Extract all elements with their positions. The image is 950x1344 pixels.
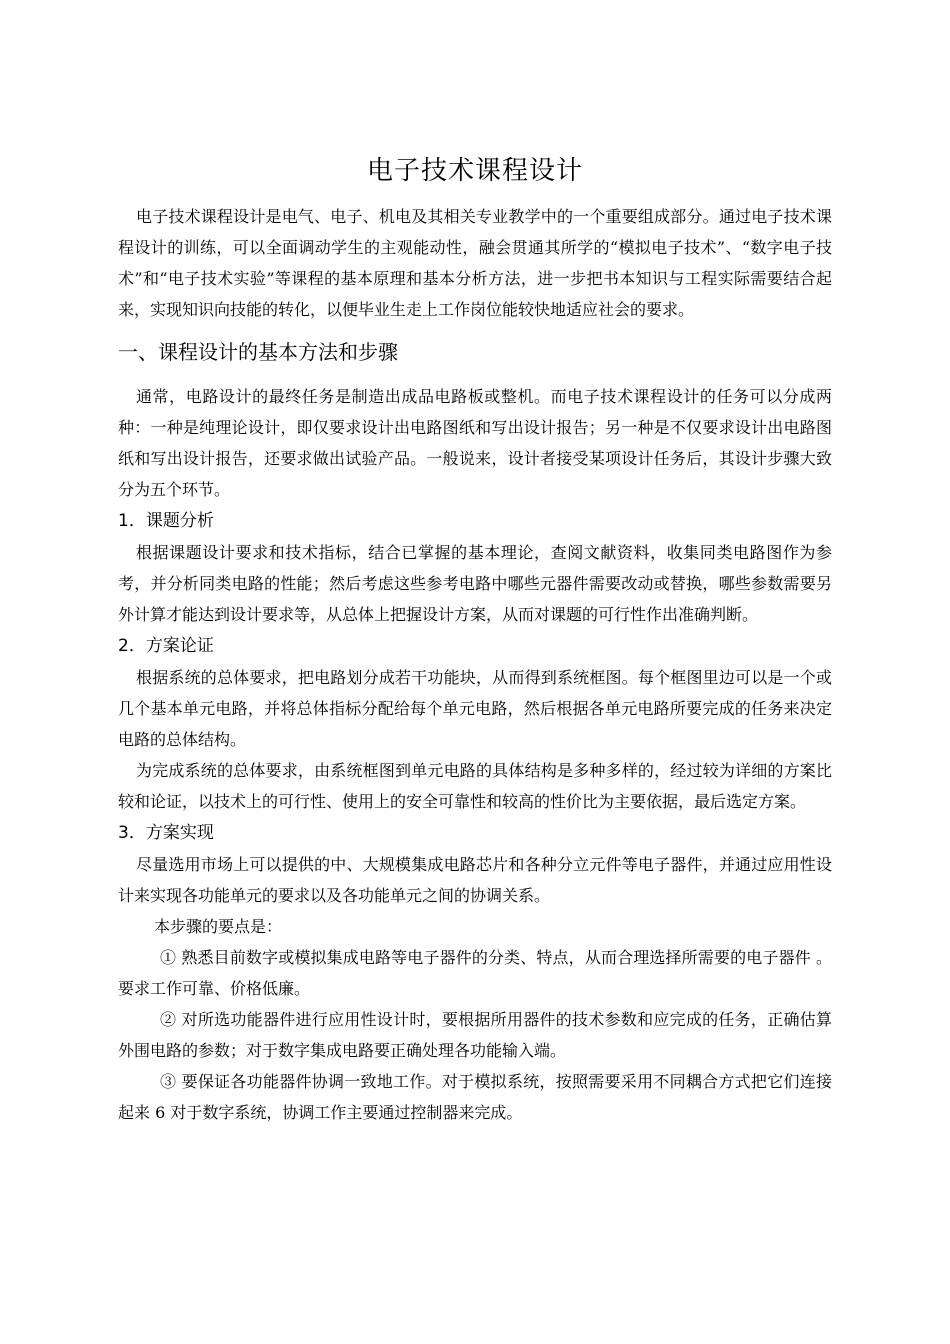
subsection-heading-2: 2．方案论证 bbox=[118, 636, 214, 656]
list-item-1: ① 熟悉目前数字或模拟集成电路等电子器件的分类、特点，从而合理选择所需要的电子器件 。要求工作可靠、价格低廉。 bbox=[118, 948, 832, 998]
section-intro-paragraph: 通常，电路设计的最终任务是制造出成品电路板或整机。而电子技术课程设计的任务可以分成两种：一种是纯理论设计，即仅要求设计出电路图纸和写出设计报告；另一种是不仅要求设计出电路图纸和写出设计报告，还要求做出试验产品。一般说来，设计者接受某项设计任务后，其设计步骤大致分为五个环节。 bbox=[118, 387, 832, 499]
subsection-2-paragraph-2: 为完成系统的总体要求，由系统框图到单元电路的具体结构是多种多样的，经过较为详细的方案比较和论证，以技术上的可行性、使用上的安全可靠性和较高的性价比为主要依据，最后选定方案。 bbox=[118, 761, 832, 811]
subsection-3-paragraph-2: 本步骤的要点是： bbox=[154, 917, 283, 936]
page-title: 电子技术课程设计 bbox=[366, 156, 583, 186]
list-item-2: ② 对所选功能器件进行应用性设计时，要根据所用器件的技术参数和应完成的任务，正确估算外围电路的参数；对于数字集成电路要正确处理各功能输入端。 bbox=[118, 1010, 832, 1060]
subsection-3-paragraph-1: 尽量选用市场上可以提供的中、大规模集成电路芯片和各种分立元件等电子器件，并通过应用性设计来实现各功能单元的要求以及各功能单元之间的协调关系。 bbox=[118, 855, 832, 905]
list-item-3: ③ 要保证各功能器件协调一致地工作。对于模拟系统，按照需要采用不同耦合方式把它们连接起来 6 对于数字系统，协调工作主要通过控制器来完成。 bbox=[118, 1072, 832, 1122]
subsection-heading-1: 1．课题分析 bbox=[118, 511, 214, 531]
section-heading: 一、课程设计的基本方法和步骤 bbox=[118, 340, 398, 364]
document-body bbox=[118, 201, 832, 1128]
subsection-2-paragraph-1: 根据系统的总体要求，把电路划分成若干功能块，从而得到系统框图。每个框图里边可以是一个或几个基本单元电路，并将总体指标分配给每个单元电路，然后根据各单元电路所要完成的任务来决定电路的总体结构。 bbox=[118, 668, 832, 749]
subsection-heading-3: 3．方案实现 bbox=[118, 823, 214, 843]
intro-paragraph: 电子技术课程设计是电气、电子、机电及其相关专业教学中的一个重要组成部分。通过电子技术课程设计的训练，可以全面调动学生的主观能动性，融会贯通其所学的“模拟电子技术”、“数字电子技术”和“电子技术实验”等课程的基本原理和基本分析方法，进一步把书本知识与工程实际需要结合起来，实现知识向技能的转化，以便毕业生走上工作岗位能较快地适应社会的要求。 bbox=[118, 207, 832, 319]
subsection-1-paragraph: 根据课题设计要求和技术指标，结合已掌握的基本理论，查阅文献资料，收集同类电路图作为参考，并分析同类电路的性能；然后考虑这些参考电路中哪些元器件需要改动或替换，哪些参数需要另外计算才能达到设计要求等，从总体上把握设计方案，从而对课题的可行性作出准确判断。 bbox=[118, 543, 832, 624]
